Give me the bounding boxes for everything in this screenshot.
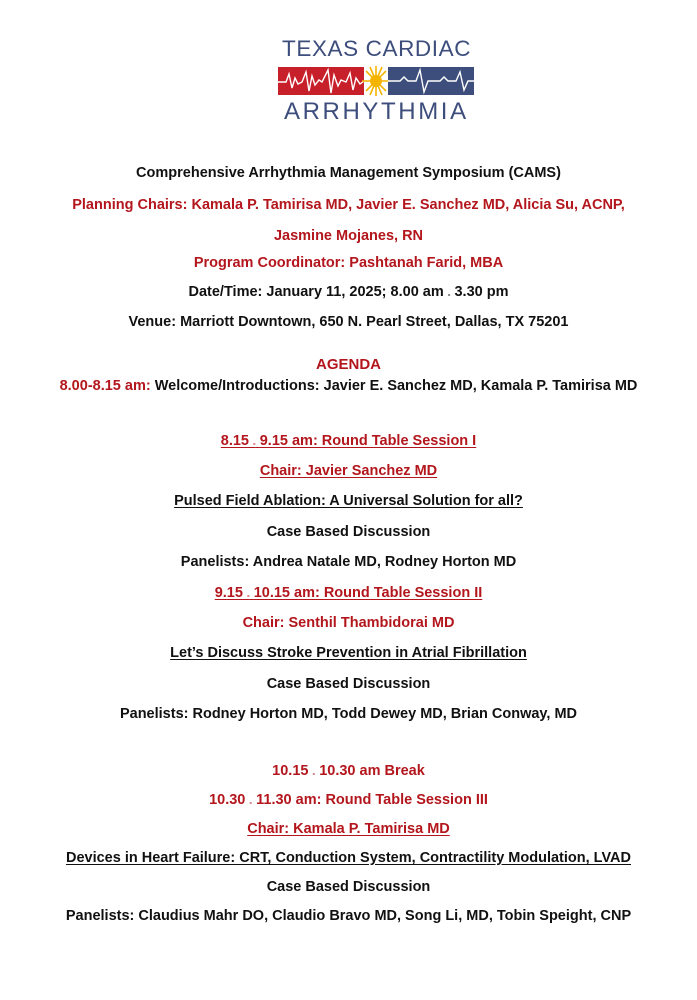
session3-dash: - — [249, 798, 253, 807]
break-time-rest: 10.30 am Break — [319, 763, 425, 779]
session3-time-rest: 11.30 am: Round Table Session III — [256, 792, 488, 808]
logo-text-top: TEXAS CARDIAC — [282, 36, 472, 61]
welcome-item — [0, 377, 697, 395]
ecg-waveform-icon — [278, 66, 474, 96]
session2-time — [0, 584, 697, 605]
date-time — [0, 283, 697, 304]
session1-chair: Chair: Javier Sanchez MD — [259, 463, 438, 479]
program-coordinator: Program Coordinator: Pashtanah Farid, MBA — [193, 255, 504, 271]
session1-time — [0, 432, 697, 453]
session2-time-rest: 10.15 am: Round Table Session II — [253, 585, 483, 601]
session2-time-start: 9.15 — [214, 585, 243, 601]
session3-time-start: 10.30 — [209, 792, 246, 808]
session1-format: Case Based Discussion — [266, 524, 431, 540]
session1-panelists: Panelists: Andrea Natale MD, Rodney Horton MD — [180, 554, 517, 570]
session2-format: Case Based Discussion — [266, 676, 431, 692]
texas-cardiac-arrhythmia-logo — [278, 30, 478, 130]
date-time-start: Date/Time: January 11, 2025; 8.00 am — [188, 284, 444, 300]
session3-format: Case Based Discussion — [266, 879, 431, 895]
break-item — [0, 762, 697, 783]
session2-chair: Chair: Senthil Thambidorai MD — [242, 615, 455, 631]
session1-time-rest: 9.15 am: Round Table Session I — [259, 433, 477, 449]
session1-topic: Pulsed Field Ablation: A Universal Solution for all? — [174, 493, 523, 509]
session1-dash: - — [253, 439, 256, 448]
planning-chairs-line-2: Jasmine Mojanes, RN — [273, 228, 424, 244]
session2-dash: - — [246, 591, 250, 600]
agenda-heading: AGENDA — [315, 356, 381, 373]
date-time-dash: - — [447, 290, 451, 299]
session1-time-start: 8.15 — [220, 433, 249, 449]
session2-panelists: Panelists: Rodney Horton MD, Todd Dewey MD, Brian Conway, MD — [119, 706, 578, 722]
logo-text-bottom: ARRHYTHMIA — [284, 98, 469, 125]
session3-panelists: Panelists: Claudius Mahr DO, Claudio Bravo MD, Song Li, MD, Tobin Speight, CNP — [65, 908, 632, 924]
break-time-start: 10.15 — [272, 763, 309, 779]
date-time-end: 3.30 pm — [454, 284, 509, 300]
welcome-text: Welcome/Introductions: Javier E. Sanchez MD, Kamala P. Tamirisa MD — [154, 378, 638, 394]
session3-time — [0, 791, 697, 812]
session3-chair: Chair: Kamala P. Tamirisa MD — [247, 821, 450, 837]
welcome-time: 8.00-8.15 am: — [59, 378, 151, 394]
session2-topic: Let’s Discuss Stroke Prevention in Atrial Fibrillation — [170, 645, 527, 661]
session3-topic: Devices in Heart Failure: CRT, Conduction System, Contractility Modulation, LVAD — [65, 850, 632, 866]
symposium-title: Comprehensive Arrhythmia Management Symposium (CAMS) — [136, 165, 561, 181]
break-dash: - — [312, 769, 316, 778]
venue: Venue: Marriott Downtown, 650 N. Pearl Street, Dallas, TX 75201 — [128, 314, 569, 330]
planning-chairs-line-1: Planning Chairs: Kamala P. Tamirisa MD, Javier E. Sanchez MD, Alicia Su, ACNP, — [72, 197, 625, 213]
